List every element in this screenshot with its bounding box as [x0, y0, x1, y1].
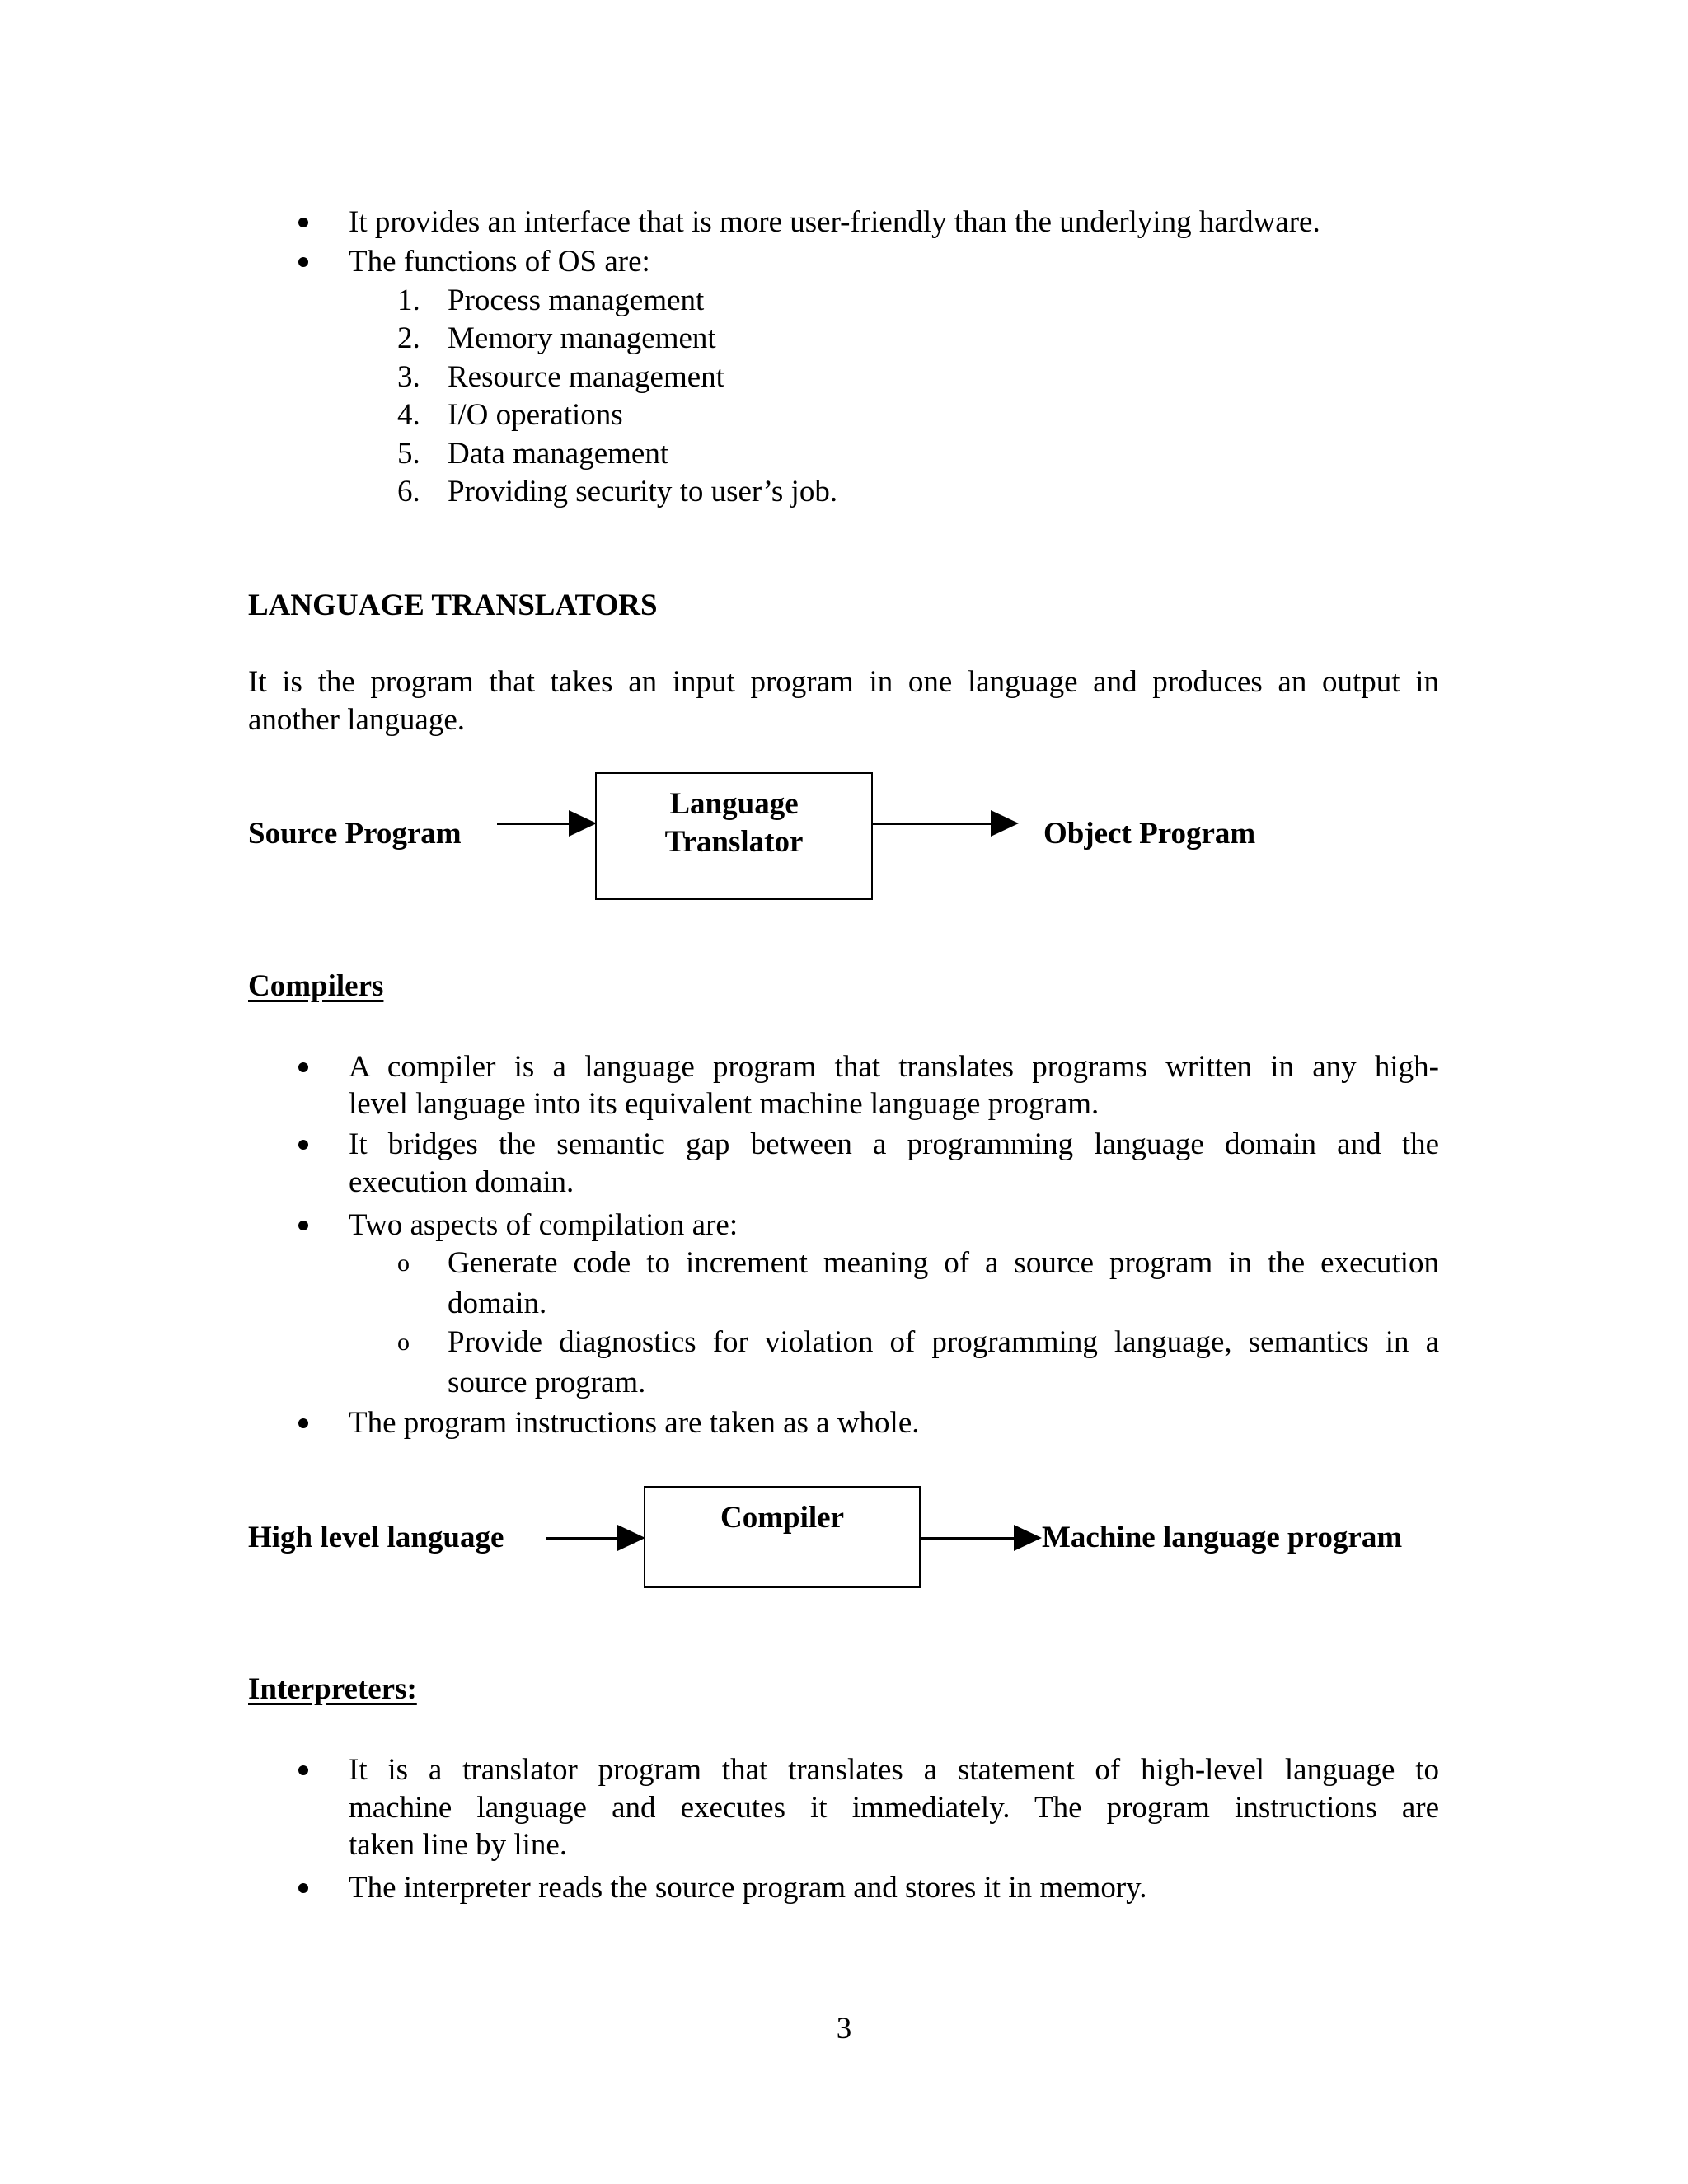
paragraph-line: It is the program that takes an input program in one language and produces an output in — [248, 665, 1439, 699]
bullet — [298, 1418, 308, 1428]
bullet — [298, 218, 308, 227]
list-number: 3. — [397, 360, 420, 394]
list-item: Data management — [448, 437, 669, 471]
diagram-output-label: Object Program — [1043, 817, 1256, 851]
arrow-head-icon — [991, 810, 1019, 837]
arrow-line — [873, 823, 993, 825]
arrow-head-icon — [569, 810, 597, 837]
bullet-text: The interpreter reads the source program and stores it in memory. — [349, 1871, 1147, 1905]
list-item: Process management — [448, 284, 705, 317]
bullet-text: A compiler is a language program that translates programs written in any high- — [349, 1050, 1439, 1084]
bullet-text: machine language and executes it immediately. The program instructions are — [349, 1791, 1439, 1825]
list-item: Memory management — [448, 321, 716, 355]
paragraph-line: another language. — [248, 703, 465, 737]
diagram-input-label: High level language — [248, 1521, 504, 1554]
bullet-text: The functions of OS are: — [349, 245, 650, 279]
bullet-text: taken line by line. — [349, 1828, 568, 1862]
bullet-text: The program instructions are taken as a whole. — [349, 1406, 920, 1440]
list-number: 4. — [397, 398, 420, 432]
list-number: 5. — [397, 437, 420, 471]
arrow-line — [497, 823, 571, 825]
sub-bullet-text: Generate code to increment meaning of a source program in the execution — [448, 1246, 1439, 1280]
arrow-line — [546, 1537, 620, 1540]
sub-bullet: o — [397, 1249, 410, 1277]
box-label: Translator — [664, 825, 804, 859]
list-number: 2. — [397, 321, 420, 355]
list-number: 1. — [397, 284, 420, 317]
arrow-head-icon — [617, 1525, 645, 1551]
bullet — [298, 1062, 308, 1072]
list-item: Resource management — [448, 360, 724, 394]
bullet-text: execution domain. — [349, 1165, 574, 1199]
bullet-text: It provides an interface that is more user-friendly than the underlying hardware. — [349, 205, 1320, 239]
bullet — [298, 1140, 308, 1150]
diagram-input-label: Source Program — [248, 817, 462, 851]
list-item: Providing security to user’s job. — [448, 475, 838, 509]
compilers-heading: Compilers — [248, 969, 384, 1003]
section-title: LANGUAGE TRANSLATORS — [248, 588, 658, 622]
arrow-head-icon — [1014, 1525, 1042, 1551]
sub-bullet-text: domain. — [448, 1286, 547, 1320]
box-label: Compiler — [720, 1501, 845, 1535]
bullet-text: It bridges the semantic gap between a programming language domain and the — [349, 1127, 1439, 1161]
bullet — [298, 1883, 308, 1893]
list-number: 6. — [397, 475, 420, 509]
sub-bullet-text: source program. — [448, 1366, 646, 1399]
sub-bullet: o — [397, 1329, 410, 1356]
bullet — [298, 1765, 308, 1775]
bullet-text: It is a translator program that translates a statement of high-level language to — [349, 1753, 1439, 1787]
box-label: Language — [669, 787, 799, 821]
diagram-output-label: Machine language program — [1042, 1521, 1403, 1554]
bullet-text: level language into its equivalent machine language program. — [349, 1087, 1100, 1121]
bullet — [298, 1221, 308, 1230]
page-number: 3 — [836, 2012, 852, 2046]
bullet-text: Two aspects of compilation are: — [349, 1208, 738, 1242]
sub-bullet-text: Provide diagnostics for violation of programming language, semantics in a — [448, 1325, 1439, 1359]
arrow-line — [921, 1537, 1015, 1540]
interpreters-heading: Interpreters: — [248, 1672, 417, 1706]
list-item: I/O operations — [448, 398, 623, 432]
bullet — [298, 257, 308, 267]
